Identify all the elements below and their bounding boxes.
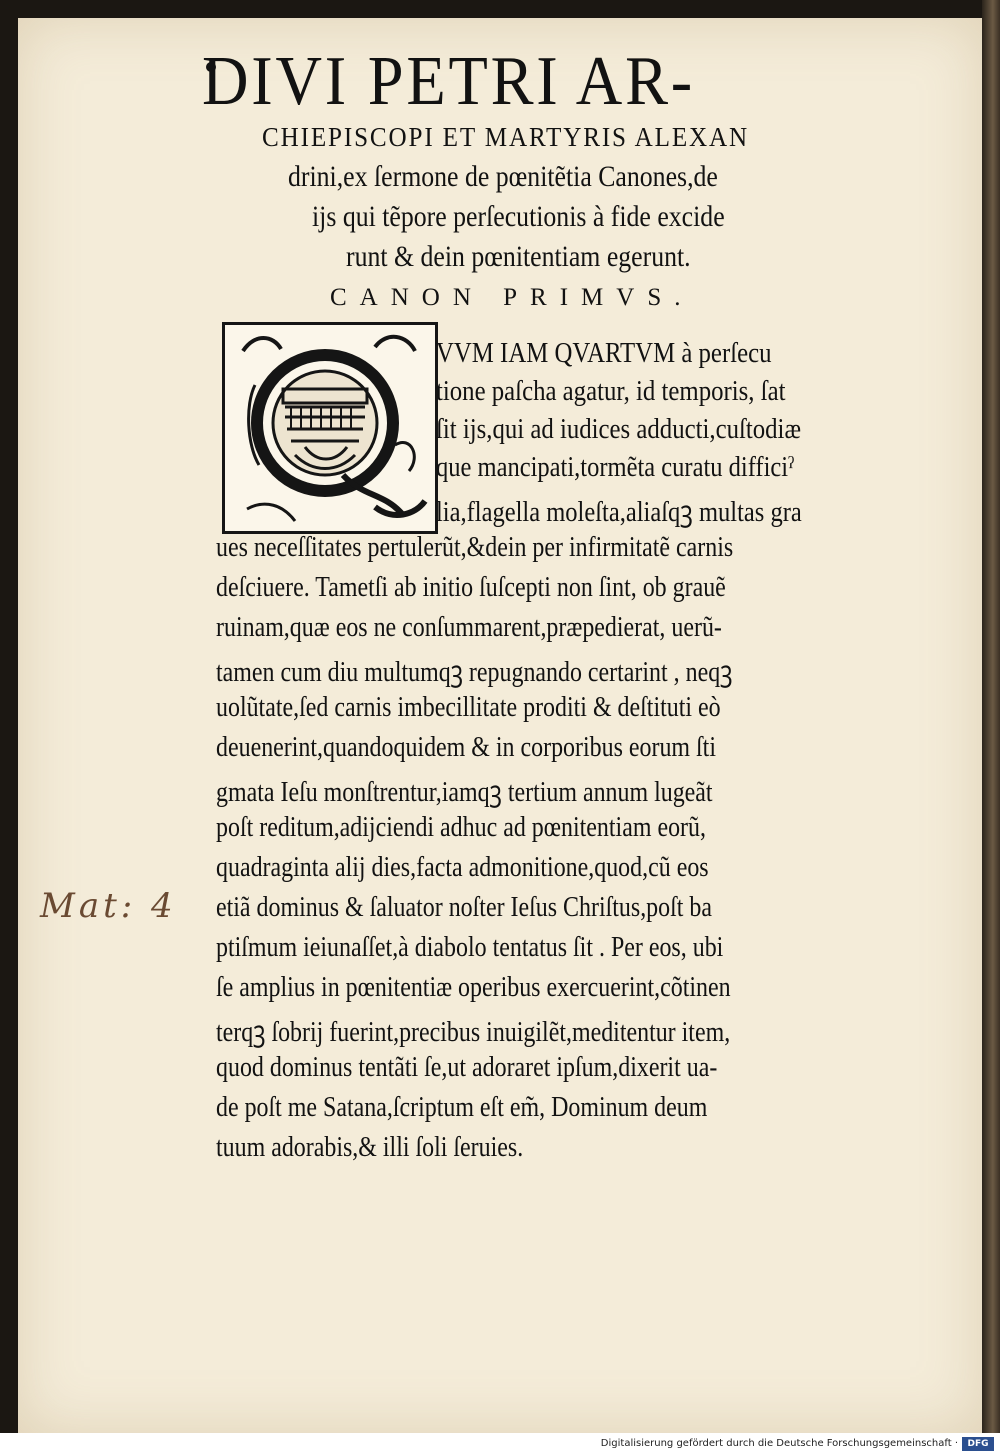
dfg-logo: DFG xyxy=(962,1437,994,1451)
heading-line-3: ijs qui tẽpore perſecutionis à fide excide xyxy=(312,200,725,233)
heading-line-2: drini,ex ſermone de pœnitẽtia Canones,de xyxy=(288,160,718,193)
body-line-16: ptiſmum ieiunaſſet,à diabolo tentatus ſit . Per eos, ubi xyxy=(216,932,724,963)
body-line-8: ruinam,quæ eos ne conſummarent,præpedierat, uerũ- xyxy=(216,612,722,643)
body-line-18: terqꝫ ſobrij fuerint,precibus inuigilẽt,meditentur item, xyxy=(216,1017,731,1048)
body-line-1: VVM IAM QVARTVM à perſecu xyxy=(436,338,772,369)
body-line-21: tuum adorabis,& illi ſoli ſeruies. xyxy=(216,1132,524,1163)
decorated-initial-q-icon xyxy=(225,325,435,531)
body-line-19: quod dominus tentãti ſe,ut adoraret ipſum,dixerit ua- xyxy=(216,1052,718,1083)
page-title: DIVI PETRI AR- xyxy=(202,43,696,120)
body-line-20: de poſt me Satana,ſcriptum eſt em̃, Dominum deum xyxy=(216,1092,708,1123)
body-line-6: ues neceſſitates pertulerũt,&dein per infirmitatẽ carnis xyxy=(216,532,734,563)
body-line-2: tione paſcha agatur, id temporis, ſat xyxy=(436,376,786,407)
canon-heading: CANON PRIMVS. xyxy=(330,284,694,311)
body-line-7: deſciuere. Tametſi ab initio ſuſcepti non ſint, ob grauẽ xyxy=(216,572,726,603)
book-binding-edge xyxy=(982,0,1000,1454)
decorated-initial-q xyxy=(222,322,438,534)
body-line-17: ſe amplius in pœnitentiæ operibus exercuerint,cõtinen xyxy=(216,972,731,1003)
body-line-9: tamen cum diu multumqꝫ repugnando certarint , neqꝫ xyxy=(216,657,733,688)
body-line-15: etiã dominus & ſaluator noſter Ieſus Chriſtus,poſt ba xyxy=(216,892,713,923)
body-line-5: lia,flagella moleſta,aliaſqꝫ multas gra xyxy=(436,497,802,528)
body-line-10: uolũtate,ſed carnis imbecillitate proditi & deſtituti eò xyxy=(216,692,721,723)
body-line-4: que mancipati,tormẽta curatu difficiˀ xyxy=(436,452,795,483)
handwritten-marginalia: Mat: 4 xyxy=(40,886,177,926)
body-line-3: ſit ijs,qui ad iudices adducti,cuſtodiæ xyxy=(436,414,801,445)
heading-line-1: CHIEPISCOPI ET MARTYRIS ALEXAN xyxy=(262,122,750,152)
body-line-13: poſt reditum,adijciendi adhuc ad pœnitentiam eorũ, xyxy=(216,812,706,843)
heading-line-4: runt & dein pœnitentiam egerunt. xyxy=(346,240,691,273)
body-line-14: quadraginta alij dies,facta admonitione,quod,cũ eos xyxy=(216,852,709,883)
digitization-credit: Digitalisierung gefördert durch die Deutsche Forschungsgemeinschaft · xyxy=(600,1438,958,1449)
body-line-11: deuenerint,quandoquidem & in corporibus eorum ſti xyxy=(216,732,716,763)
body-line-12: gmata Ieſu monſtrentur,iamqꝫ tertium annum lugeãt xyxy=(216,777,713,808)
